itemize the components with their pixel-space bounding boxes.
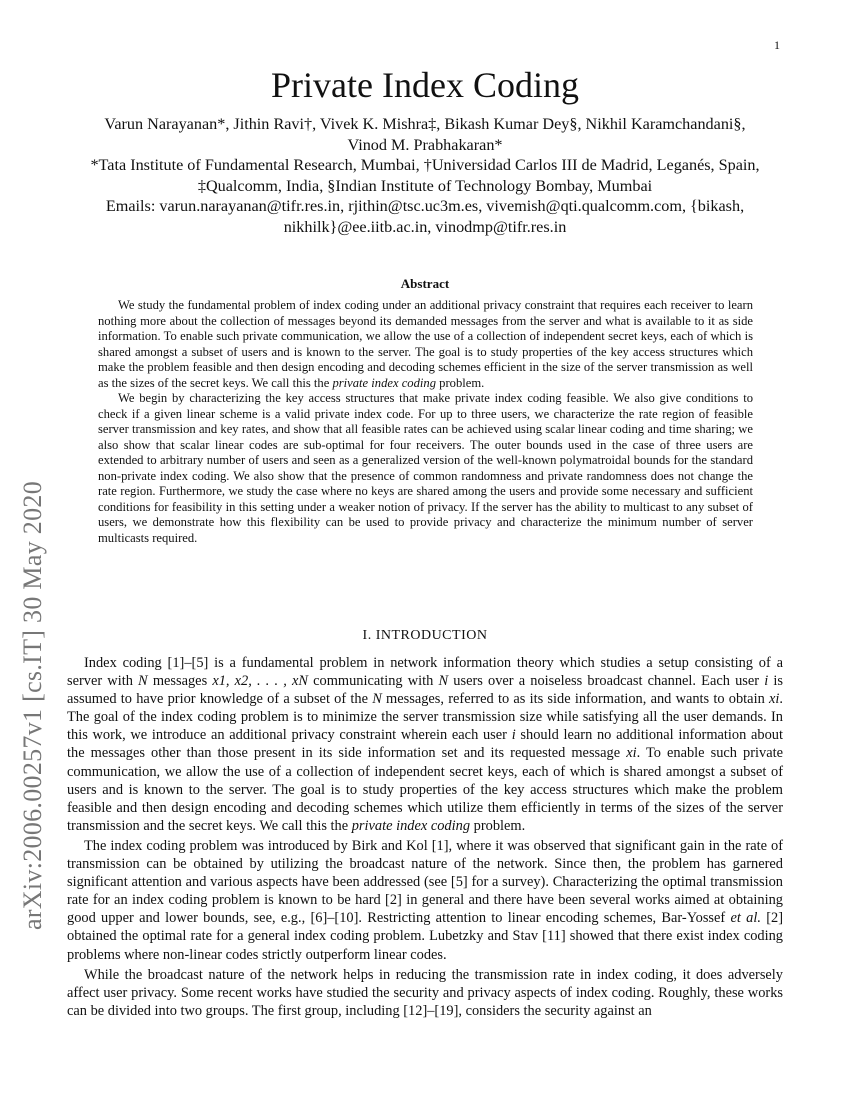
author-emails: Emails: varun.narayanan@tifr.res.in, rjithin@tsc.uc3m.es, vivemish@qti.qualcomm.com, {bikash, nikhilk}@ee.iitb.ac.in, vinodmp@tifr.res.in — [105, 197, 745, 236]
abstract-heading: Abstract — [400, 276, 450, 291]
intro-paragraph-1 — [67, 654, 783, 835]
abstract-text: problem. — [439, 375, 485, 390]
introduction-body — [67, 654, 783, 1020]
arxiv-identifier: arXiv:2006.00257v1 [cs.IT] 30 May 2020 — [18, 481, 47, 930]
abstract-text: We study the fundamental problem of index coding under an additional privacy constraint that requires each receiver to learn nothing more about the collection of messages beyond its demanded messages from the server and what is available to it as side information. To enable such private communication, we allow the use of a collection of independent secret keys, each of which is shared amongst a subset of users and is known to the server. The goal is to study properties of the key access structures which make the problem feasible and then design encoding and decoding schemes efficient in the size of the server transmission as well as the sizes of the secret keys. We call this the — [98, 298, 753, 390]
body-text: is assumed to have prior knowledge of a subset of the — [67, 673, 783, 708]
body-text: [2] obtained the optimal rate for a general index coding problem. Lubetzky and Stav [11] showed that there exist index coding problems where non-linear codes strictly outperform linear codes. — [67, 910, 783, 963]
body-text: Index coding [1]–[5] is a fundamental problem in network information theory which studies a setup consisting of a server with — [67, 655, 783, 690]
emphasis-text: private index coding — [332, 375, 436, 390]
body-text: should learn no additional information about the messages other than those present in its side information set and its requested message — [67, 727, 783, 762]
authors-line-1: Varun Narayanan*, Jithin Ravi†, Vivek K. Mishra‡, Bikash Kumar Dey§, Nikhil Karamchandani§, — [104, 115, 746, 133]
math-symbol: xi — [769, 691, 780, 708]
author-block — [80, 114, 770, 237]
abstract-body — [98, 298, 753, 546]
emphasis-text: et al. — [730, 910, 761, 927]
affiliations-line-1: *Tata Institute of Fundamental Research, Mumbai, †Universidad Carlos III de Madrid, Leganés, Spain, — [90, 156, 760, 174]
math-symbol: x1, x2, . . . , xN — [212, 673, 308, 690]
authors-line-2: Vinod M. Prabhakaran* — [347, 135, 503, 154]
abstract-paragraph-2: We begin by characterizing the key access structures that make private index coding feasible. We also give conditions to check if a given linear scheme is a valid private index code. For up to three users, we characterize the rate region of feasible server transmission and key rates, and show that all feasible rates can be achieved using scalar linear coding and time sharing; we also show that scalar linear codes are sub-optimal for four receivers. The outer bounds used in the case of three users are extended to arbitrary number of users and seen as a generalized version of the well-known polymatroidal bounds for the standard non-private index coding. We also show that the presence of common randomness and private randomness does not change the rate region. Furthermore, we study the case where no keys are shared among the users and provide some necessary and sufficient conditions for feasibility in this setting under a weaker notion of privacy. If the server has the ability to multicast to any subset of users, we demonstrate how this flexibility can be used to provide privacy and characterize the minimum number of server multicasts required. — [98, 391, 753, 545]
body-text: communicating with — [313, 673, 434, 690]
body-text: problem. — [473, 817, 526, 834]
math-symbol: i — [511, 727, 516, 744]
body-text: messages — [152, 673, 208, 690]
section-heading-introduction: I. INTRODUCTION — [362, 628, 488, 643]
math-symbol: N — [372, 691, 382, 708]
body-text: . To enable such private communication, we allow the use of a collection of independent secret keys, each of which is shared amongst a subset of users and is known to the server. The goal is to study properties of the key access structures which make the problem feasible and then design encoding and decoding schemes which utilize them efficiently in terms of the sizes of the server transmission and the secret keys. We call this the — [67, 745, 783, 834]
body-text: messages, referred to as its side information, and wants to obtain — [386, 691, 765, 708]
math-symbol: i — [764, 673, 769, 690]
emphasis-text: private index coding — [351, 817, 471, 834]
page-number: 1 — [774, 38, 780, 52]
math-symbol: N — [138, 673, 148, 690]
intro-paragraph-2 — [67, 837, 783, 964]
body-text: The index coding problem was introduced by Birk and Kol [1], where it was observed that significant gain in the rate of transmission can be obtained by utilizing the broadcast nature of the network. Since then, the problem has garnered significant attention and various aspects have been addressed (see [5] for a survey). Characterizing the optimal transmission rate for an index coding problem is known to be hard [2] in general and there have been several works aimed at obtaining good upper and lower bounds, see, e.g., [6]–[10]. Restricting attention to linear encoding schemes, Bar-Yossef — [67, 837, 783, 927]
paper-title: Private Index Coding — [271, 65, 579, 105]
math-symbol: N — [438, 673, 449, 690]
body-text: users over a noiseless broadcast channel. Each user — [453, 673, 760, 690]
body-text: . The goal of the index coding problem is to minimize the server transmission size while satisfying all the user demands. In this work, we introduce an additional privacy constraint wherein each user — [67, 691, 783, 744]
abstract-paragraph-1 — [98, 298, 753, 391]
math-symbol: xi — [626, 745, 637, 762]
intro-paragraph-3: While the broadcast nature of the network helps in reducing the transmission rate in index coding, it does adversely affect user privacy. Some recent works have studied the security and privacy aspects of index coding. Roughly, these works can be divided into two groups. The first group, including [12]–[19], considers the security against an — [67, 966, 783, 1019]
affiliations-line-2: ‡Qualcomm, India, §Indian Institute of Technology Bombay, Mumbai — [197, 176, 653, 195]
